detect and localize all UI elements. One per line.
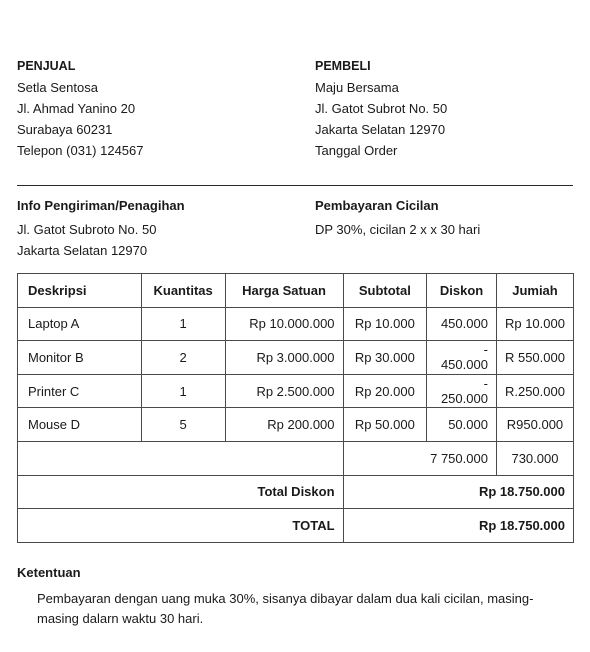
shipping-heading: Info Pengiriman/Penagihan (17, 198, 185, 213)
cell-discount: - 250.000 (427, 374, 497, 408)
cell-description: Mouse D (18, 408, 142, 442)
grand-total-value: Rp 18.750.000 (343, 509, 573, 543)
cell-discount: 50.000 (427, 408, 497, 442)
col-header-description: Deskripsi (18, 274, 142, 308)
buyer-order-date: Tanggal Order (315, 143, 398, 158)
summary-row (18, 441, 574, 475)
table-row (18, 374, 574, 408)
seller-name: Setla Sentosa (17, 80, 98, 95)
payment-terms: DP 30%, cicilan 2 x x 30 hari (315, 222, 481, 237)
col-header-amount: Jumiah (496, 274, 573, 308)
cell-quantity: 2 (141, 341, 225, 375)
cell-unit-price: Rp 10.000.000 (225, 307, 343, 341)
table-row (18, 341, 574, 375)
col-header-quantity: Kuantitas (141, 274, 225, 308)
cell-subtotal: Rp 20.000 (343, 374, 427, 408)
items-table (17, 273, 574, 543)
grand-total-label: TOTAL (18, 509, 344, 543)
grand-total-row (18, 509, 574, 543)
cell-subtotal: Rp 30.000 (343, 341, 427, 375)
buyer-name: Maju Bersama (315, 80, 399, 95)
col-header-unit-price: Harga Satuan (225, 274, 343, 308)
cell-discount: 450.000 (427, 307, 497, 341)
seller-heading: PENJUAL (17, 59, 76, 73)
section-divider (17, 185, 573, 186)
buyer-city: Jakarta Selatan 12970 (315, 122, 446, 137)
col-header-discount: Diskon (427, 274, 497, 308)
col-header-subtotal: Subtotal (343, 274, 427, 308)
buyer-address: Jl. Gatot Subrot No. 50 (315, 101, 448, 116)
cell-quantity: 5 (141, 408, 225, 442)
terms-text: Pembayaran dengan uang muka 30%, sisanya dibayar dalam dua kali cicilan, masing-masing dalarn waktu 30 hari. (37, 591, 534, 626)
table-header-row (18, 274, 574, 308)
buyer-block (315, 56, 447, 161)
table-row (18, 408, 574, 442)
cell-amount: Rp 10.000 (496, 307, 573, 341)
payment-block (315, 195, 480, 240)
cell-quantity: 1 (141, 374, 225, 408)
seller-phone: Telepon (031) 124567 (17, 143, 144, 158)
cell-subtotal: Rp 10.000 (343, 307, 427, 341)
cell-description: Monitor B (18, 341, 142, 375)
seller-block (17, 56, 144, 161)
shipping-address: Jl. Gatot Subroto No. 50 (17, 222, 157, 237)
shipping-block (17, 195, 185, 261)
table-row (18, 307, 574, 341)
payment-heading: Pembayaran Cicilan (315, 198, 439, 213)
terms-heading: Ketentuan (17, 565, 81, 580)
cell-amount: R950.000 (496, 408, 573, 442)
total-discount-value: Rp 18.750.000 (343, 475, 573, 509)
cell-amount: R 550.000 (496, 341, 573, 375)
buyer-heading: PEMBELI (315, 59, 371, 73)
cell-unit-price: Rp 2.500.000 (225, 374, 343, 408)
cell-amount: R.250.000 (496, 374, 573, 408)
summary-amount: 730.000 (496, 441, 573, 475)
seller-city: Surabaya 60231 (17, 122, 113, 137)
cell-description: Printer C (18, 374, 142, 408)
summary-empty-cell (18, 441, 344, 475)
total-discount-label: Total Diskon (18, 475, 344, 509)
cell-quantity: 1 (141, 307, 225, 341)
seller-address: Jl. Ahmad Yanino 20 (17, 101, 136, 116)
shipping-city: Jakarta Selatan 12970 (17, 243, 148, 258)
cell-unit-price: Rp 200.000 (225, 408, 343, 442)
summary-discount: 7 750.000 (343, 441, 496, 475)
cell-description: Laptop A (18, 307, 142, 341)
cell-unit-price: Rp 3.000.000 (225, 341, 343, 375)
cell-subtotal: Rp 50.000 (343, 408, 427, 442)
cell-discount: - 450.000 (427, 341, 497, 375)
total-discount-row (18, 475, 574, 509)
